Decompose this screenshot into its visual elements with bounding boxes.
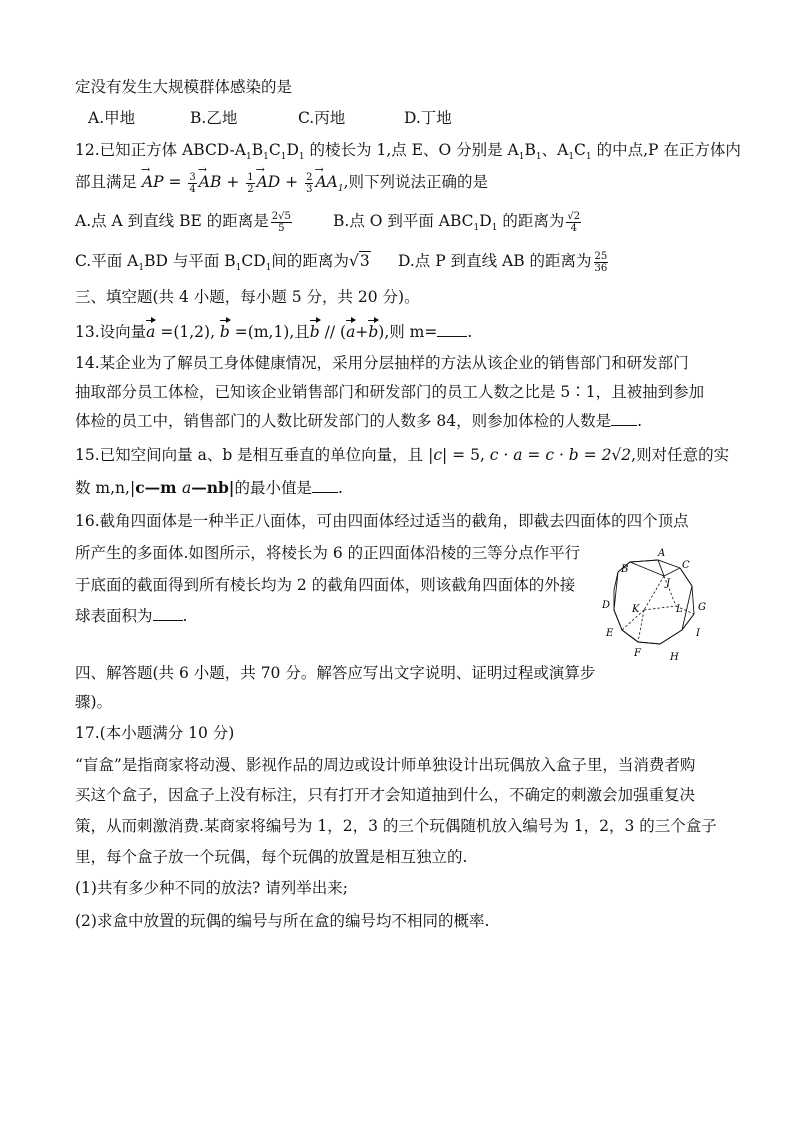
figure-label-d: D: [602, 600, 611, 611]
truncated-tetrahedron-figure: [598, 548, 713, 663]
q17-subquestion-2: (2)求盒中放置的玩偶的编号与所在盒的编号均不相同的概率.: [75, 912, 490, 930]
q17-body-line2: 买这个盒子，因盒子上没有标注，只有打开才会知道抽到什么，不确定的刺激会加强重复决: [75, 786, 696, 804]
q14-line1: 14.某企业为了解员工身体健康情况，采用分层抽样的方法从该企业的销售部门和研发部门: [75, 354, 689, 372]
q11-option-a: A.甲地: [88, 109, 136, 127]
q11-option-b: B.乙地: [190, 109, 238, 127]
section3-heading: 三、填空题(共 4 小题，每小题 5 分，共 20 分)。: [75, 288, 420, 306]
q16-line1: 16.截角四面体是一种半正八面体，可由四面体经过适当的截角，即截去四面体的四个顶点: [75, 512, 689, 530]
q16-line3: 于底面的截面得到所有棱长均为 2 的截角四面体，则该截角四面体的外接: [75, 576, 576, 594]
q12-option-c: C.平面 $A_1BD$ 与平面 $B_1CD_1$间的距离为√3: [75, 252, 370, 274]
q17-body-line3: 策，从而刺激消费.某商家将编号为 1，2，3 的三个玩偶随机放入编号为 1，2，3 的三个盒子: [75, 817, 717, 835]
q17-body-line1: “盲盒”是指商家将动漫、影视作品的周边或设计师单独设计出玩偶放入盒子里，当消费者购: [75, 756, 696, 774]
q16-line2: 所产生的多面体.如图所示，将棱长为 6 的正四面体沿棱的三等分点作平行: [75, 544, 581, 562]
q12-option-a: A.点 A 到直线 BE 的距离是 $\frac{2√5}{5}$: [75, 210, 291, 234]
q13-line: 13.设向量a =(1,2), b =(m,1),且b // (a+b),则 m= .: [75, 319, 472, 343]
figure-label-h: H: [670, 652, 679, 663]
figure-label-f: F: [634, 648, 641, 659]
q17-heading: 17.(本小题满分 10 分): [75, 724, 235, 742]
q11-tail: 定没有发生大规模群体感染的是: [75, 78, 293, 96]
figure-label-b: B: [621, 564, 629, 575]
figure-label-i: I: [696, 628, 700, 639]
figure-label-c: C: [682, 560, 690, 571]
q11-option-c: C.丙地: [298, 109, 346, 127]
q12-line2: 部且满足 → AP = $\frac{3}{4}$ → AB + $\frac{1}{2}$ → AD + $\frac{2}{3}$ → $AA_1$,则下列说法正确的是: [75, 171, 488, 200]
q14-line3: 体检的员工中，销售部门的人数比研发部门的人数多 84，则参加体检的人数是 .: [75, 412, 643, 430]
q15-line2: 数 m,n,|c—m a—nb|的最小值是 .: [75, 478, 343, 497]
section4-heading-line1: 四、解答题(共 6 小题，共 70 分。解答应写出文字说明、证明过程或演算步: [75, 664, 596, 682]
q12-line1: 12.已知正方体 ABCD-$A_1B_1C_1D_1$ 的棱长为 1,点 E、O 分别是 $A_1B_1$、$A_1C_1$ 的中点,P 在正方体内: [75, 141, 741, 163]
figure-label-k: K: [632, 604, 640, 615]
q15-line1: 15.已知空间向量 a、b 是相互垂直的单位向量，且 |c| = 5, c · a = c · b = 2√2,则对任意的实: [75, 446, 730, 464]
q12-option-b: B.点 O 到平面 $ABC_1D_1$ 的距离为 $\frac{√2}{4}$: [333, 210, 581, 234]
section4-heading-line2: 骤)。: [75, 693, 113, 711]
q11-option-d: D.丁地: [404, 109, 452, 127]
figure-label-e: E: [606, 628, 614, 639]
q12-option-d: D.点 P 到直线 AB 的距离为 $\frac{25}{36}$: [398, 250, 608, 274]
figure-label-l: L: [676, 604, 683, 615]
q16-line4: 球表面积为 .: [75, 607, 188, 625]
q17-subquestion-1: (1)共有多少种不同的放法? 请列举出来;: [75, 879, 348, 897]
figure-label-j: J: [666, 578, 671, 589]
q14-line2: 抽取部分员工体检，已知该企业销售部门和研发部门的员工人数之比是 5∶1，且被抽到参加: [75, 383, 705, 401]
q17-body-line4: 里，每个盒子放一个玩偶，每个玩偶的放置是相互独立的.: [75, 848, 468, 866]
figure-label-g: G: [698, 602, 706, 613]
figure-label-a: A: [658, 548, 666, 559]
